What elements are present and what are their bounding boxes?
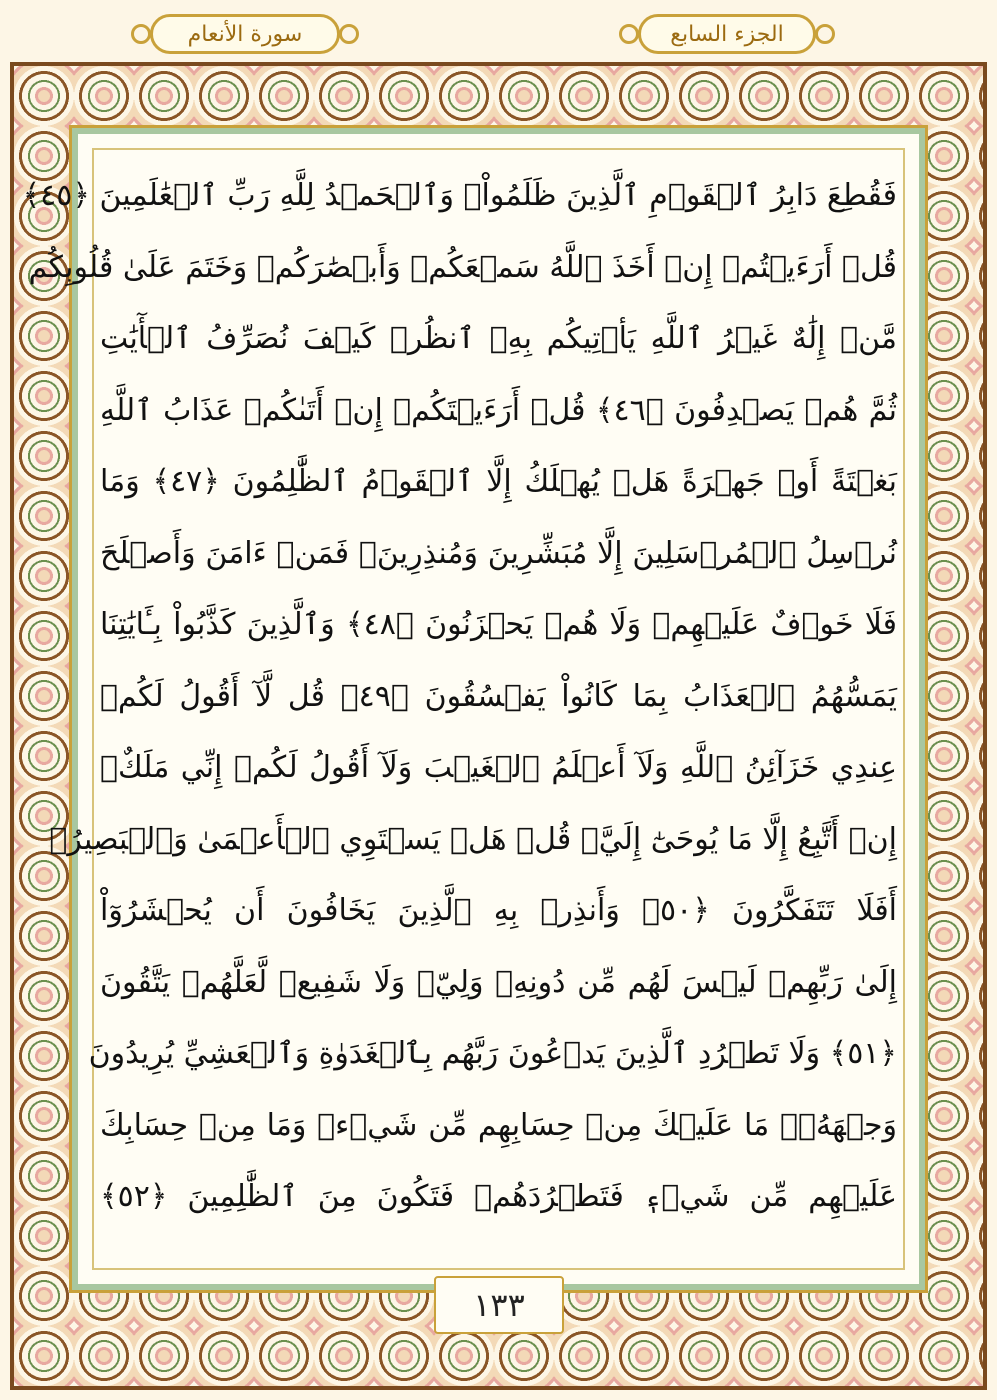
header-surah-label <box>150 14 340 54</box>
juz-name: الجزء السابع <box>670 21 784 47</box>
verse-line: فَقُطِعَ دَابِرُ ٱلۡقَوۡمِ ٱلَّذِينَ ظَلَمُواْۚ وَٱلۡحَمۡدُ لِلَّهِ رَبِّ ٱلۡعَٰلَمِينَ ﴿٤٥﴾ <box>22 178 897 213</box>
page-number: ١٣٣ <box>473 1286 525 1324</box>
verse-line: ثُمَّ هُمۡ يَصۡدِفُونَ ﴿٤٦﴾ قُلۡ أَرَءَيۡتَكُمۡ إِنۡ أَتَىٰكُمۡ عَذَابُ ٱللَّهِ <box>100 392 897 428</box>
verse-line: فَلَا خَوۡفٌ عَلَيۡهِمۡ وَلَا هُمۡ يَحۡزَنُونَ ﴿٤٨﴾ وَٱلَّذِينَ كَذَّبُواْ بِـَٔايَٰتِنَا <box>100 607 897 642</box>
header-juz-label <box>638 14 816 54</box>
verse-line: عِندِي خَزَآئِنُ ٱللَّهِ وَلَآ أَعۡلَمُ ٱلۡغَيۡبَ وَلَآ أَقُولُ لَكُمۡ إِنِّي مَلَكٌۖ <box>100 750 897 785</box>
verse-line: بَغۡتَةً أَوۡ جَهۡرَةً هَلۡ يُهۡلَكُ إِلَّا ٱلۡقَوۡمُ ٱلظَّٰلِمُونَ ﴿٤٧﴾ وَمَا <box>100 464 898 499</box>
surah-name: سورة الأنعام <box>187 21 303 47</box>
verse-line: وَجۡهَهُۥۖ مَا عَلَيۡكَ مِنۡ حِسَابِهِم مِّن شَيۡءٖ وَمَا مِنۡ حِسَابِكَ <box>100 1107 897 1143</box>
verse-line: إِلَىٰ رَبِّهِمۡ لَيۡسَ لَهُم مِّن دُونِهِۦ وَلِيّٞ وَلَا شَفِيعٞ لَّعَلَّهُمۡ يَتَّقُونَ <box>100 964 897 1000</box>
verse-line: إِنۡ أَتَّبِعُ إِلَّا مَا يُوحَىٰٓ إِلَيَّۚ قُلۡ هَلۡ يَسۡتَوِي ٱلۡأَعۡمَىٰ وَٱلۡبَصِيرُۚ <box>49 821 897 857</box>
verse-line: أَفَلَا تَتَفَكَّرُونَ ﴿٥٠﴾ وَأَنذِرۡ بِهِ ٱلَّذِينَ يَخَافُونَ أَن يُحۡشَرُوٓاْ <box>100 893 897 928</box>
verse-line: ﴿٥١﴾ وَلَا تَطۡرُدِ ٱلَّذِينَ يَدۡعُونَ رَبَّهُم بِٱلۡغَدَوٰةِ وَٱلۡعَشِيِّ يُرِيدُونَ <box>88 1036 897 1071</box>
verse-line: عَلَيۡهِم مِّن شَيۡءٖ فَتَطۡرُدَهُمۡ فَتَكُونَ مِنَ ٱلظَّٰلِمِينَ ﴿٥٢﴾ <box>100 1179 897 1214</box>
verse-line: نُرۡسِلُ ٱلۡمُرۡسَلِينَ إِلَّا مُبَشِّرِينَ وَمُنذِرِينَۖ فَمَنۡ ءَامَنَ وَأَصۡلَحَ <box>100 535 897 571</box>
page-number-box <box>434 1276 564 1334</box>
verse-line: قُلۡ أَرَءَيۡتُمۡ إِنۡ أَخَذَ ٱللَّهُ سَمۡعَكُمۡ وَأَبۡصَٰرَكُمۡ وَخَتَمَ عَلَىٰ قُلُوبِكُم <box>28 249 897 285</box>
verse-line: يَمَسُّهُمُ ٱلۡعَذَابُ بِمَا كَانُواْ يَفۡسُقُونَ ﴿٤٩﴾ قُل لَّآ أَقُولُ لَكُمۡ <box>100 678 897 714</box>
verse-line: مَّنۡ إِلَٰهٌ غَيۡرُ ٱللَّهِ يَأۡتِيكُم بِهِۗ ٱنظُرۡ كَيۡفَ نُصَرِّفُ ٱلۡأٓيَٰتِ <box>100 321 897 356</box>
verse-lines <box>22 160 898 1233</box>
